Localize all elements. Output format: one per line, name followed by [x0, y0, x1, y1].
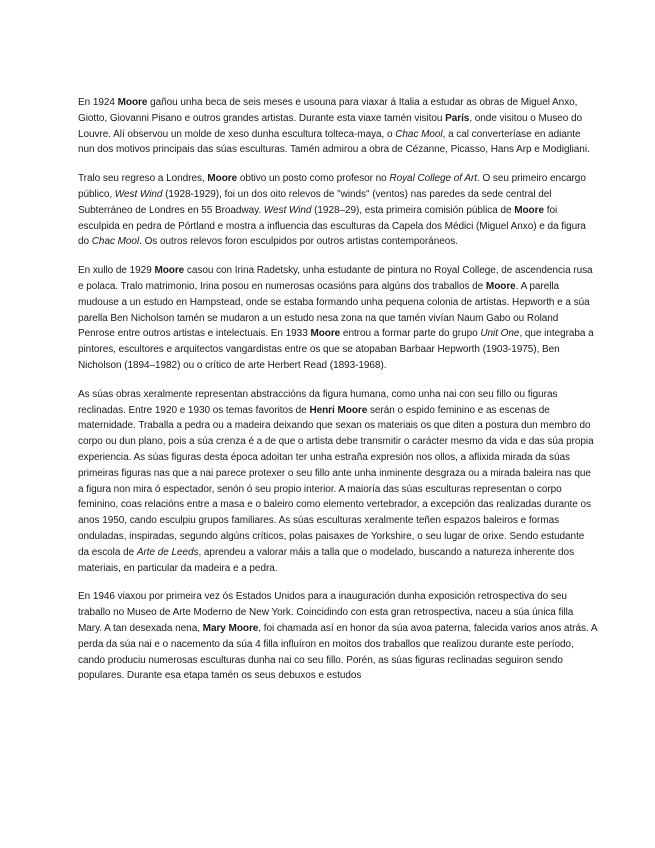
- text-run: . O seu primeiro encargo público,: [78, 173, 586, 200]
- text-run: En 1946 viaxou por primeira vez ós Estados Unidos para a inauguración dunha exposición retrospectiva do seu traballo no Museo de Arte Moderno de New York. Coincidindo con esta gran retrospectiva, naceu a súa única filla Mary. A tan desexada nena,: [78, 591, 574, 634]
- bold-text-run: Mary Moore: [202, 622, 259, 634]
- paragraph: [78, 387, 597, 577]
- paragraph: [78, 171, 597, 250]
- bold-text-run: Moore: [485, 280, 516, 292]
- bold-text-run: París: [445, 112, 470, 124]
- italic-text-run: Chac Mool: [91, 236, 140, 248]
- text-run: , a cal converteríase en adiante nun dos motivos principais das súas esculturas. Tamén admirou a obra de Cézanne, Picasso, Hans Arp e Modigliani.: [78, 128, 590, 156]
- italic-text-run: Chac Mool: [395, 128, 443, 140]
- text-run: , onde visitou o Museo do Louvre. Alí observou un molde de xeso dunha escultura tolteca-maya, o: [78, 112, 583, 140]
- text-run: , foi chamada así en honor da súa avoa paterna, falecida varios anos atrás. A perda da súa nai e o nacemento da súa 4 filla influíron en moitos dos traballos que realizou durante este período, cando produciu numerosas esculturas dunha nai co seu fillo. Porén, as súas figuras reclinadas seguiron sendo populares. Durante esa etapa tamén os seus debuxos e estudos: [78, 622, 597, 682]
- bold-text-run: Henri Moore: [309, 404, 368, 416]
- bold-text-run: Moore: [154, 265, 185, 277]
- italic-text-run: Unit One: [480, 328, 520, 340]
- text-run: , aprendeu a valorar máis a talla que o modelado, buscando a natureza inherente dos materiais, en particular da madeira e a pedra.: [78, 546, 575, 574]
- text-run: foi esculpida en pedra de Pórtland e mostra a influencia das esculturas da Capela dos Médici (Miguel Anxo) e da figura do: [78, 204, 586, 248]
- text-run: . A parella mudouse a un estudo en Hampstead, onde se estaba formando unha pequena colonia de artistas. Hepworth e a súa parella Ben Nicholson tamén se mudaron a un estudo nesa zona na que tamén vivían Naum Gabo ou Roland Penrose entre outros artistas e intelectuais. En 1933: [78, 280, 590, 340]
- italic-text-run: West Wind: [114, 188, 163, 200]
- text-run: Tralo seu regreso a Londres,: [78, 173, 208, 185]
- italic-text-run: West Wind: [263, 204, 312, 216]
- text-run: , que integraba a pintores, escultores e arquitectos vangardistas entre os que se atopaban Barbaar Hepworth (1903-1975), Ben Nicholson (1894–1982) ou o crítico de arte Herbert Read (1893-1968).: [78, 328, 594, 371]
- text-run: gañou unha beca de seis meses e usouna para viaxar á Italia a estudar as obras de Miguel Anxo, Giotto, Giovanni Pisano e outros grandes artistas. Durante esta viaxe tamén visitou: [78, 97, 578, 124]
- bold-text-run: Moore: [310, 328, 341, 340]
- text-run: En xullo de 1929: [78, 265, 155, 277]
- text-run: casou con Irina Radetsky, unha estudante de pintura no Royal College, de ascendencia rusa e polaca. Tralo matrimonio, Irina posou en numerosas ocasións para algúns dos traballos de: [78, 265, 593, 292]
- text-run: (1928–29), esta primeira comisión pública de: [311, 204, 515, 216]
- bold-text-run: Moore: [514, 204, 544, 216]
- document-page: [78, 95, 597, 697]
- italic-text-run: Arte de Leeds: [136, 546, 199, 558]
- text-run: En 1924: [78, 97, 118, 108]
- paragraph: [78, 589, 597, 684]
- text-run: As súas obras xeralmente representan abstraccións da figura humana, como unha nai con seu fillo ou figuras reclinadas. Entre 1920 e 1930 os temas favoritos de: [78, 388, 558, 416]
- bold-text-run: Moore: [207, 173, 238, 185]
- text-run: . Os outros relevos foron esculpidos por outros artistas contemporáneos.: [139, 236, 458, 248]
- bold-text-run: Moore: [117, 97, 148, 108]
- text-run: entrou a formar parte do grupo: [340, 328, 481, 340]
- paragraph: [78, 95, 597, 158]
- text-run: serán o espido feminino e as escenas de maternidade. Traballa a pedra ou a madeira deixando que sexan os materiais os que diten a postura dun membro do corpo ou dun plano, pois a súa crenza é a de que o artista debe transmitir o carácter mesmo da vida e das súa propia experiencia. As súas figuras desta época adoitan ter unha estraña expresión nos ollos, a aflixida mirada da súas primeiras figuras nas que a nai parece protexer o seu fillo ante unha inminente desgraza ou a mirada baleira nas que a figura non mira ó espectador, senón ó seu propio interior. A maioría das súas esculturas representan o corpo feminino, coas relacións entre a masa e o baleiro como elemento vertebrador, a excepción das realizadas durante os anos 1950, cando esculpiu grupos familiares. As súas esculturas xeralmente teñen espazos baleiros e formas onduladas, inspiradas, segundo algúns críticos, polas paisaxes de Yorkshire, o seu lugar de orixe. Sendo estudante da escola de: [78, 404, 594, 558]
- paragraph: [78, 263, 597, 374]
- text-run: obtivo un posto como profesor no: [237, 173, 390, 185]
- italic-text-run: Royal College of Art: [389, 173, 477, 185]
- text-run: (1928-1929), foi un dos oito relevos de "winds" (ventos) nas paredes da sede central del Subterráneo de Londres en 55 Broadway.: [78, 188, 552, 216]
